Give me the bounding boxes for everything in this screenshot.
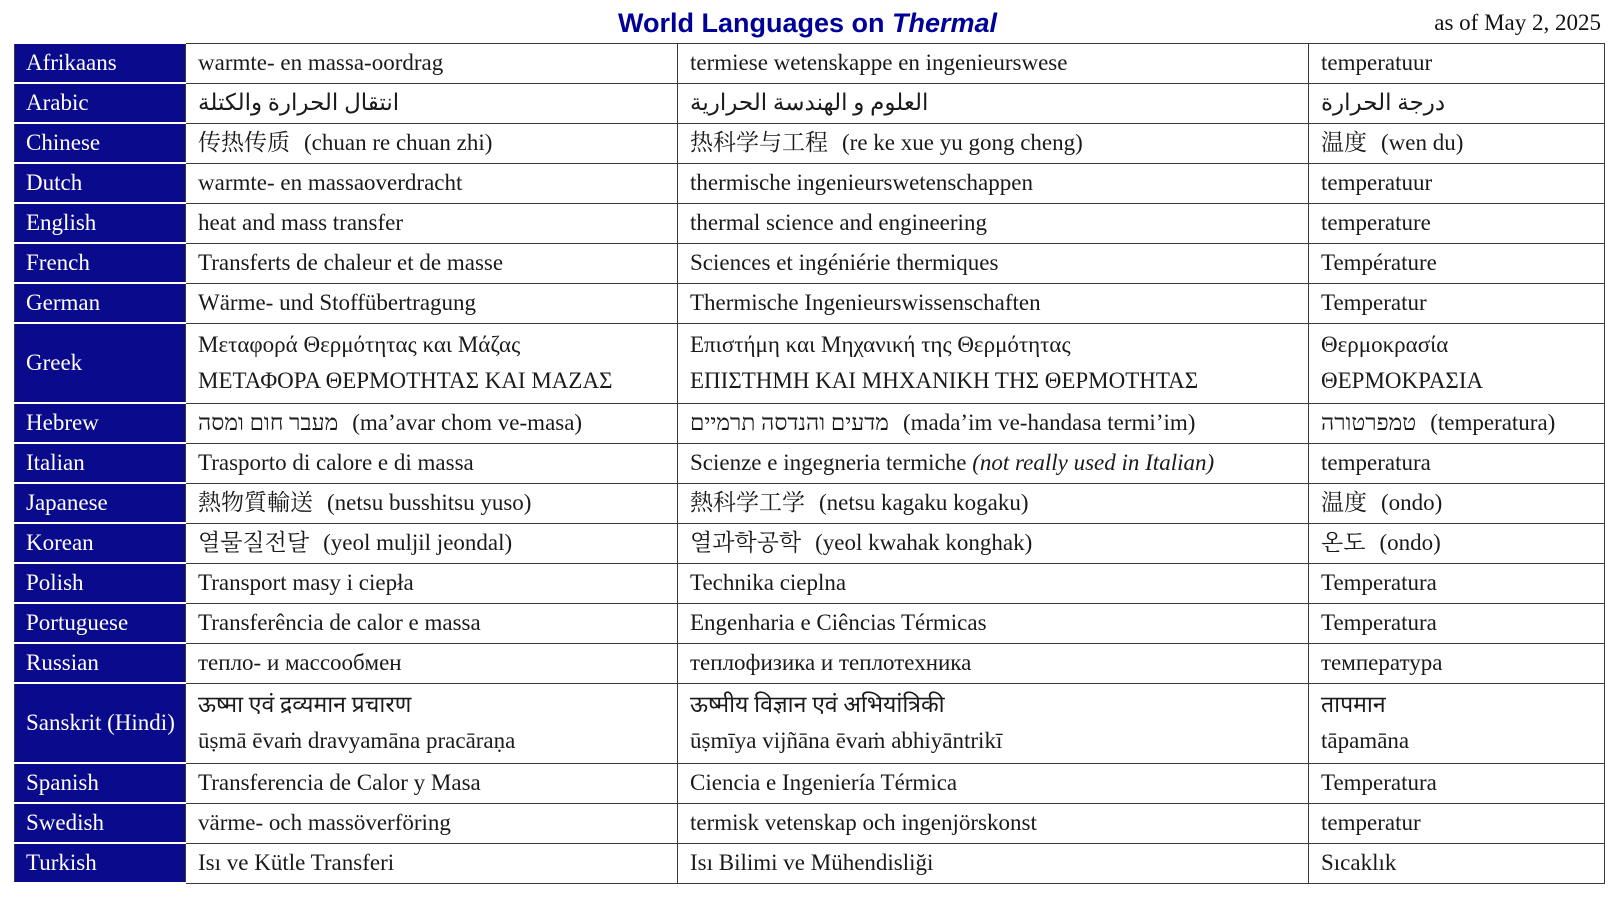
language-row <box>15 243 1605 283</box>
language-name: Swedish <box>15 803 186 843</box>
native-term: Scienze e ingegneria termiche <box>690 450 967 475</box>
romanization: ūṣmā ēvaṁ dravyamāna pracāraṇa <box>198 728 516 753</box>
romanization: (yeol muljil jeondal) <box>323 530 513 555</box>
language-name: Turkish <box>15 843 186 883</box>
heat-mass-transfer-cell <box>186 683 678 763</box>
temperature-cell: Temperatura <box>1309 563 1605 603</box>
temperature-cell <box>1309 83 1605 123</box>
thermal-science-cell: Engenharia e Ciências Térmicas <box>678 603 1309 643</box>
native-term: Μεταφορά Θερμότητας και Μάζας <box>198 332 521 357</box>
thermal-science-cell <box>678 683 1309 763</box>
language-row <box>15 803 1605 843</box>
thermal-science-cell: Isı Bilimi ve Mühendisliği <box>678 843 1309 883</box>
romanization: (temperatura) <box>1430 410 1556 435</box>
thermal-science-cell: Technika cieplna <box>678 563 1309 603</box>
heat-mass-transfer-cell: warmte- en massaoverdracht <box>186 163 678 203</box>
usage-note: (not really used in Italian) <box>972 450 1215 475</box>
heat-mass-transfer-cell <box>186 83 678 123</box>
romanization: (wen du) <box>1381 130 1464 155</box>
date-label: as of May 2, 2025 <box>1434 10 1601 35</box>
page-title-prefix: World Languages on <box>617 8 892 38</box>
native-term: درجة الحرارة <box>1321 90 1446 115</box>
temperature-cell: temperatuur <box>1309 43 1605 83</box>
thermal-science-cell: termisk vetenskap och ingenjörskonst <box>678 803 1309 843</box>
heat-mass-transfer-cell: warmte- en massa-oordrag <box>186 43 678 83</box>
language-name: Russian <box>15 643 186 683</box>
language-name: Hebrew <box>15 403 186 443</box>
language-row <box>15 283 1605 323</box>
native-term: מעבר חום ומסה <box>198 410 339 435</box>
native-term: 温度 <box>1321 490 1367 515</box>
thermal-science-cell <box>678 403 1309 443</box>
temperature-cell: Sıcaklık <box>1309 843 1605 883</box>
thermal-science-cell: Sciences et ingéniérie thermiques <box>678 243 1309 283</box>
heat-mass-transfer-cell <box>186 403 678 443</box>
language-name: Japanese <box>15 483 186 523</box>
language-name: French <box>15 243 186 283</box>
language-row <box>15 123 1605 163</box>
temperature-cell: Température <box>1309 243 1605 283</box>
thermal-science-cell: termiese wetenskappe en ingenieurswese <box>678 43 1309 83</box>
heat-mass-transfer-cell: Transferencia de Calor y Masa <box>186 763 678 803</box>
heat-mass-transfer-cell: Transferts de chaleur et de masse <box>186 243 678 283</box>
language-name: Portuguese <box>15 603 186 643</box>
temperature-cell: temperatura <box>1309 443 1605 483</box>
language-name: Greek <box>15 323 186 403</box>
language-row <box>15 83 1605 123</box>
romanization: ūṣmīya vijñāna ēvaṁ abhiyāntrikī <box>690 728 1003 753</box>
romanization: (ma’avar chom ve-masa) <box>352 410 583 435</box>
native-term: Επιστήμη και Μηχανική της Θερμότητας <box>690 332 1071 357</box>
romanization: (netsu kagaku kogaku) <box>819 490 1029 515</box>
thermal-science-cell: Thermische Ingenieurswissenschaften <box>678 283 1309 323</box>
heat-mass-transfer-cell <box>186 123 678 163</box>
language-row <box>15 523 1605 563</box>
romanization: (chuan re chuan zhi) <box>304 130 493 155</box>
native-term: العلوم و الهندسة الحرارية <box>690 90 929 115</box>
temperature-cell: температура <box>1309 643 1605 683</box>
heat-mass-transfer-cell <box>186 323 678 403</box>
heat-mass-transfer-cell: Trasporto di calore e di massa <box>186 443 678 483</box>
language-row <box>15 443 1605 483</box>
page-title-emphasis: Thermal <box>891 8 998 38</box>
language-row <box>15 843 1605 883</box>
language-row <box>15 163 1605 203</box>
language-name: Afrikaans <box>15 43 186 83</box>
language-row <box>15 483 1605 523</box>
native-term-uppercase: ΜΕΤΑΦΟΡΑ ΘΕΡΜΟΤΗΤΑΣ ΚΑΙ ΜΑΖΑΣ <box>198 368 613 393</box>
heat-mass-transfer-cell: Transferência de calor e massa <box>186 603 678 643</box>
heat-mass-transfer-cell: heat and mass transfer <box>186 203 678 243</box>
native-term: 热科学与工程 <box>690 130 828 155</box>
language-row <box>15 563 1605 603</box>
temperature-cell <box>1309 523 1605 563</box>
romanization: tāpamāna <box>1321 728 1410 753</box>
language-name: Polish <box>15 563 186 603</box>
temperature-cell: Temperatur <box>1309 283 1605 323</box>
heat-mass-transfer-cell: Transport masy i ciepła <box>186 563 678 603</box>
language-row <box>15 323 1605 403</box>
language-table <box>14 42 1605 884</box>
language-row <box>15 203 1605 243</box>
native-term-uppercase: ΕΠΙΣΤΗΜΗ ΚΑΙ ΜΗΧΑΝΙΚΗ ΤΗΣ ΘΕΡΜΟΤΗΤΑΣ <box>690 368 1199 393</box>
language-name: German <box>15 283 186 323</box>
native-term: Θερμοκρασία <box>1321 332 1449 357</box>
heat-mass-transfer-cell: тепло- и массообмен <box>186 643 678 683</box>
language-name: Spanish <box>15 763 186 803</box>
romanization: (yeol kwahak konghak) <box>815 530 1033 555</box>
temperature-cell: temperatur <box>1309 803 1605 843</box>
heat-mass-transfer-cell: Isı ve Kütle Transferi <box>186 843 678 883</box>
heat-mass-transfer-cell: Wärme- und Stoffübertragung <box>186 283 678 323</box>
temperature-cell <box>1309 403 1605 443</box>
thermal-science-cell: Ciencia e Ingeniería Térmica <box>678 763 1309 803</box>
native-term: 열과학공학 <box>690 530 802 555</box>
native-term: ऊष्मा एवं द्रव्यमान प्रचारण <box>198 692 412 717</box>
language-row <box>15 643 1605 683</box>
language-row <box>15 603 1605 643</box>
romanization: (ondo) <box>1381 490 1443 515</box>
native-term: 열물질전달 <box>198 530 310 555</box>
temperature-cell <box>1309 483 1605 523</box>
language-row <box>15 683 1605 763</box>
native-term: انتقال الحرارة والكتلة <box>198 90 400 115</box>
romanization: (mada’im ve-handasa termi’im) <box>902 410 1196 435</box>
language-name: Sanskrit (Hindi) <box>15 683 186 763</box>
native-term: 传热传质 <box>198 130 290 155</box>
language-row <box>15 43 1605 83</box>
thermal-science-cell: теплофизика и теплотехника <box>678 643 1309 683</box>
page-title <box>0 6 1615 40</box>
heat-mass-transfer-cell <box>186 483 678 523</box>
temperature-cell: Temperatura <box>1309 763 1605 803</box>
native-term: מדעים והנדסה תרמיים <box>690 410 889 435</box>
native-term: 温度 <box>1321 130 1367 155</box>
temperature-cell: Temperatura <box>1309 603 1605 643</box>
thermal-science-cell <box>678 83 1309 123</box>
thermal-science-cell <box>678 123 1309 163</box>
native-term: טמפרטורה <box>1321 410 1417 435</box>
native-term-uppercase: ΘΕΡΜΟΚΡΑΣΙΑ <box>1321 368 1484 393</box>
native-term: 온도 <box>1321 530 1366 555</box>
language-row <box>15 403 1605 443</box>
thermal-science-cell: thermal science and engineering <box>678 203 1309 243</box>
thermal-science-cell <box>678 323 1309 403</box>
thermal-science-cell <box>678 523 1309 563</box>
language-name: Arabic <box>15 83 186 123</box>
native-term: तापमान <box>1321 692 1386 717</box>
romanization: (re ke xue yu gong cheng) <box>842 130 1083 155</box>
language-name: Dutch <box>15 163 186 203</box>
native-term: ऊष्मीय विज्ञान एवं अभियांत्रिकी <box>690 692 945 717</box>
language-name: English <box>15 203 186 243</box>
heat-mass-transfer-cell <box>186 523 678 563</box>
temperature-cell <box>1309 323 1605 403</box>
thermal-science-cell <box>678 443 1309 483</box>
temperature-cell: temperature <box>1309 203 1605 243</box>
thermal-science-cell <box>678 483 1309 523</box>
heat-mass-transfer-cell: värme- och massöverföring <box>186 803 678 843</box>
language-name: Chinese <box>15 123 186 163</box>
thermal-science-cell: thermische ingenieurswetenschappen <box>678 163 1309 203</box>
language-row <box>15 763 1605 803</box>
temperature-cell: temperatuur <box>1309 163 1605 203</box>
native-term: 熱物質輸送 <box>198 490 313 515</box>
romanization: (ondo) <box>1379 530 1441 555</box>
native-term: 熱科学工学 <box>690 490 805 515</box>
language-name: Italian <box>15 443 186 483</box>
temperature-cell <box>1309 123 1605 163</box>
temperature-cell <box>1309 683 1605 763</box>
romanization: (netsu busshitsu yuso) <box>327 490 532 515</box>
language-name: Korean <box>15 523 186 563</box>
